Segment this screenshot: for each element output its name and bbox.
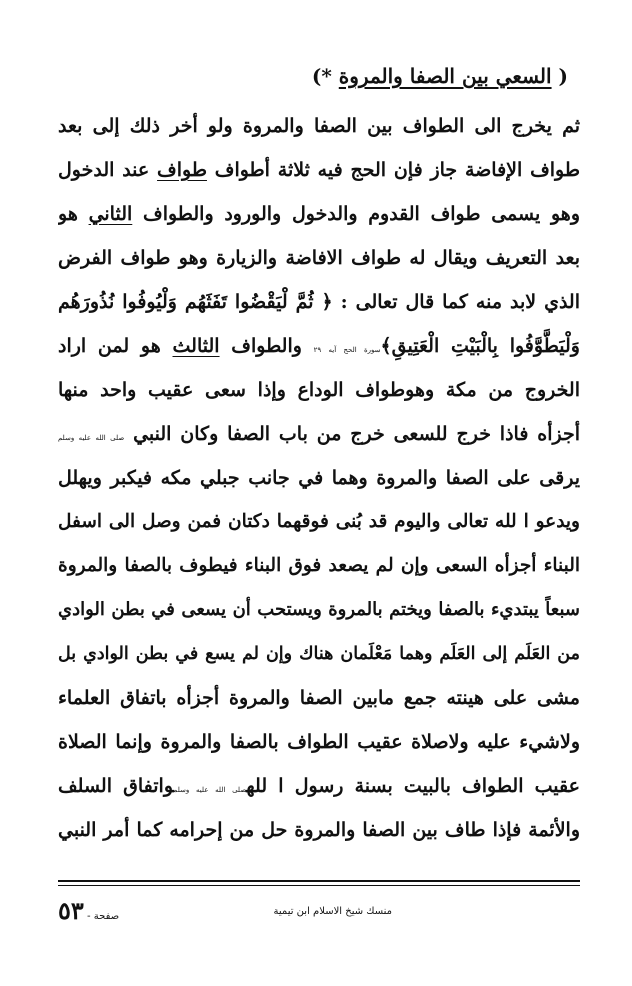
text-line-8: أجزأه فاذا خرج للسعى خرج من باب الصفا وكان النبي صلى الله عليه وسلم <box>58 423 580 445</box>
heading-footnote-mark: *) <box>311 64 332 88</box>
verse-reference: سورة الحج آيه ٢٩ <box>313 346 381 354</box>
heading-open-paren: ( <box>558 64 568 88</box>
footer-page-info <box>58 896 119 925</box>
text-line-2: طواف الإفاضة جاز فإن الحج فيه ثلاثة أطواف طواف عند الدخول <box>58 159 580 181</box>
footer-book-title: منسك شيخ الاسلام ابن تيمية <box>273 906 392 917</box>
text-line-15: ولاشيء عليه ولاصلاة عقيب الطواف بالصفا والمروة وإنما الصلاة <box>58 731 580 753</box>
section-heading <box>312 64 568 88</box>
text-line-5: الذي لابد منه كما قال تعالى : ﴿ ثُمَّ لْيَقْضُوا تَفَثَهُم وَلْيُوفُوا نُذُورَهُم <box>58 291 580 313</box>
footer-rule-thin <box>58 885 580 886</box>
text-line-14: مشى على هينته جمع مابين الصفا والمروة أجزأه باتفاق العلماء <box>58 687 580 709</box>
text-line-7: الخروج من مكة وهوطواف الوداع وإذا سعى عقيب واحد منها <box>58 379 580 401</box>
page-label: صفحة - <box>83 911 120 922</box>
text-line-16: عقيب الطواف بالبيت بسنة رسول ا للهصلى الله عليه وسلمواتفاق السلف <box>58 775 580 797</box>
text-line-12: سبعاً يبتديء بالصفا ويختم بالمروة ويستحب أن يسعى في بطن الوادي <box>58 599 580 620</box>
text-line-13: من العَلَم إلى العَلَم وهما مَعْلَمان هناك وإن لم يسع في بطن الوادي بل <box>58 644 580 664</box>
footer-rule-thick <box>58 880 580 882</box>
salutation-mark: صلى الله عليه وسلم <box>58 434 125 442</box>
text-line-1: ثم يخرج الى الطواف بين الصفا والمروة ولو أخر ذلك إلى بعد <box>58 115 580 137</box>
text-line-3: وهو يسمى طواف القدوم والدخول والورود والطواف الثاني هو <box>58 203 580 225</box>
text-line-10: ويدعو ا لله تعالى واليوم قد بُنى فوقهما دكتان فمن وصل الى اسفل <box>58 511 580 532</box>
page-footer <box>58 896 580 926</box>
page-number: ٥٣ <box>58 896 84 925</box>
salutation-mark: صلى الله عليه وسلم <box>173 786 247 794</box>
text-line-4: بعد التعريف ويقال له طواف الافاضة والزيارة وهو طواف الفرض <box>58 247 580 269</box>
heading-title: السعي بين الصفا والمروة <box>338 64 552 88</box>
text-line-17: والأئمة فإذا طاف بين الصفا والمروة حل من إحرامه كما أمر النبي <box>58 819 580 841</box>
text-line-6: وَلْيَطَّوَّفُوا بِالْبَيْتِ الْعَتِيقِ﴾سورة الحج آيه ٢٩ والطواف الثالث هو لمن اراد <box>58 335 580 357</box>
body-text <box>58 104 580 852</box>
text-line-9: يرقى على الصفا والمروة وهما في جانب جبلي مكه فيكبر ويهلل <box>58 467 580 489</box>
text-line-11: البناء أجزأه السعى وإن لم يصعد فوق البناء فيطوف بالصفا والمروة <box>58 555 580 576</box>
